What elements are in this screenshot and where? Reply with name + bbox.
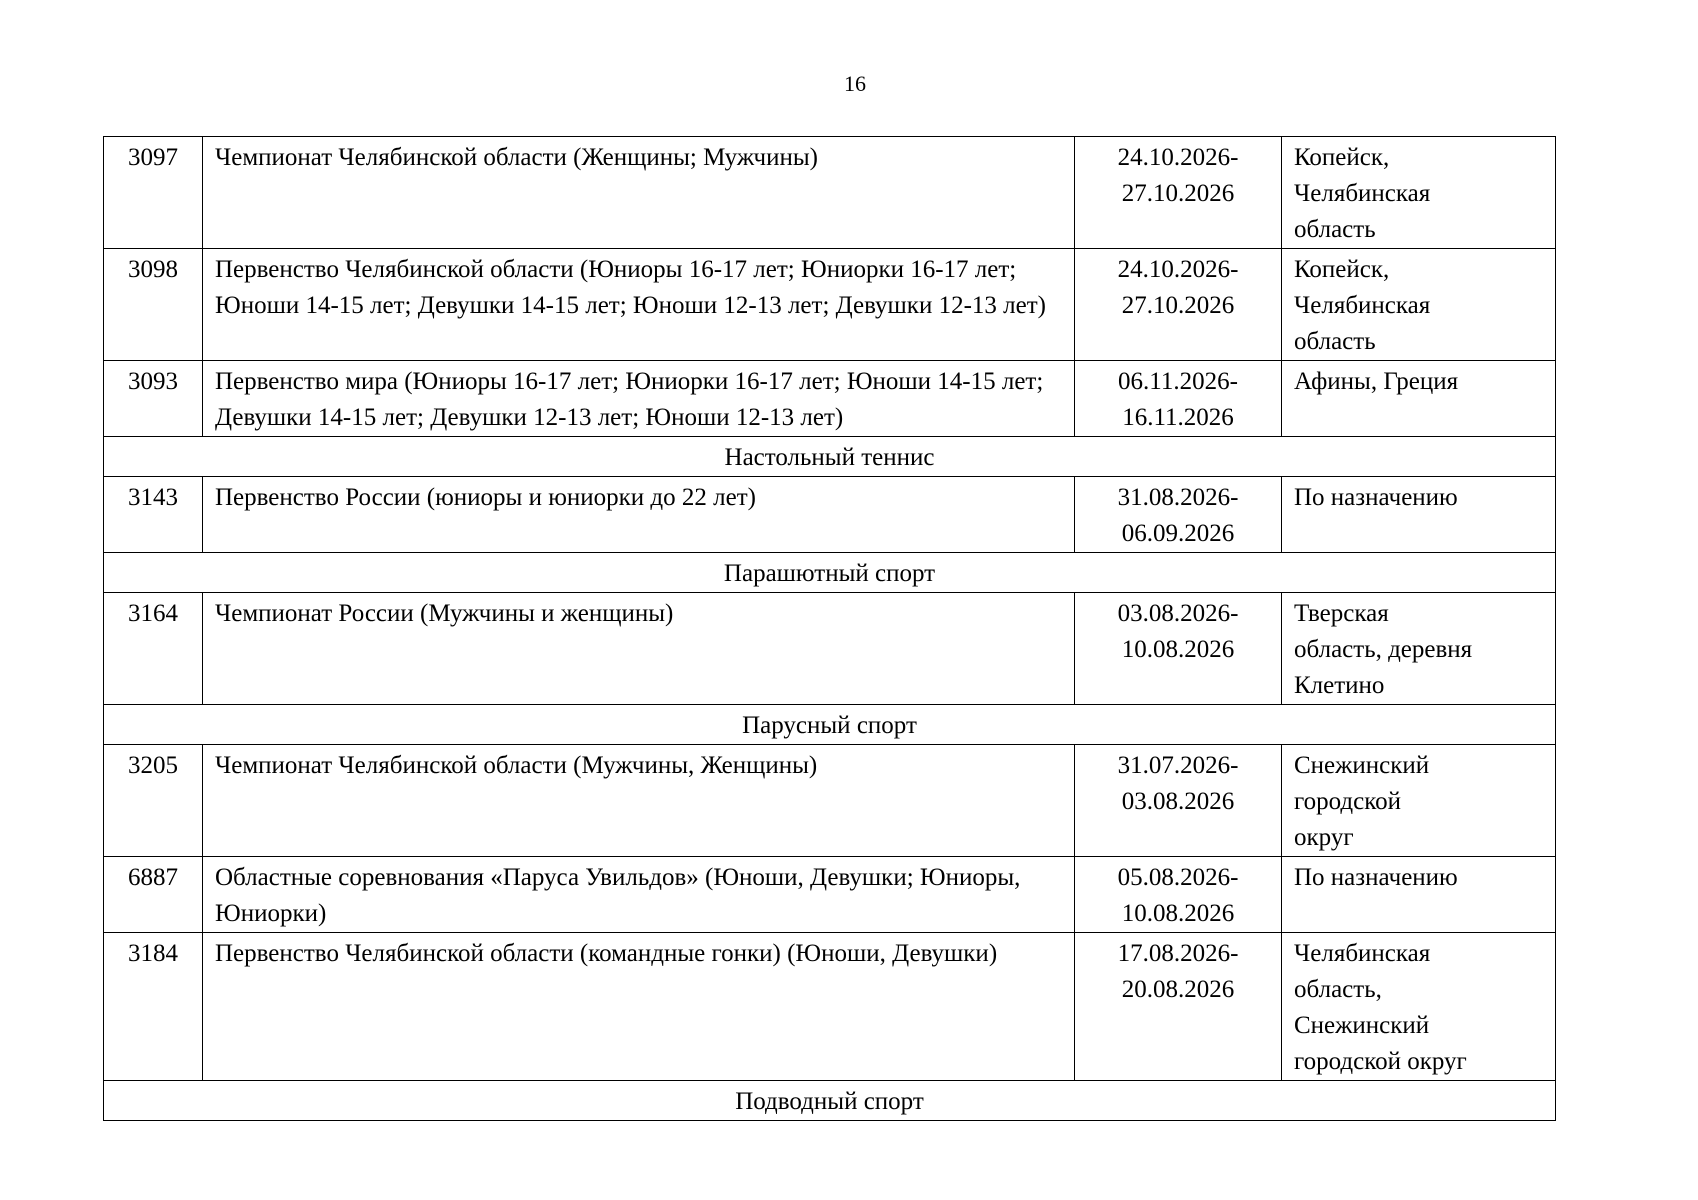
table-row [104,593,1556,705]
table-row [104,137,1556,249]
date-end: 10.08.2026 [1121,900,1235,927]
event-dates [1075,477,1282,553]
event-dates [1075,857,1282,933]
place-line: область [1294,216,1376,243]
date-end: 27.10.2026 [1121,292,1235,319]
event-place [1282,361,1556,437]
event-name: Первенство Челябинской области (командные гонки) (Юноши, Девушки) [203,933,1075,1081]
date-end: 27.10.2026 [1121,180,1235,207]
table-row [104,249,1556,361]
event-number: 3184 [104,933,203,1081]
event-dates [1075,593,1282,705]
section-row [104,437,1556,477]
section-heading: Парусный спорт [104,705,1556,745]
event-dates [1075,933,1282,1081]
event-name: Чемпионат России (Мужчины и женщины) [203,593,1075,705]
date-start: 31.07.2026- [1117,752,1239,779]
section-heading: Настольный теннис [104,437,1556,477]
place-line: Снежинский [1294,752,1430,779]
date-start: 31.08.2026- [1117,484,1239,511]
event-name: Чемпионат Челябинской области (Женщины; Мужчины) [203,137,1075,249]
event-place [1282,477,1556,553]
event-place [1282,933,1556,1081]
date-end: 06.09.2026 [1121,520,1235,547]
event-name: Первенство мира (Юниоры 16-17 лет; Юниорки 16-17 лет; Юноши 14-15 лет; Девушки 14-15 лет; Девушки 12-13 лет; Юноши 12-13 лет) [203,361,1075,437]
event-place [1282,593,1556,705]
page-number: 16 [844,71,866,96]
place-line: Копейск, [1294,256,1390,283]
event-number: 3164 [104,593,203,705]
event-name: Первенство России (юниоры и юниорки до 22 лет) [203,477,1075,553]
section-heading: Подводный спорт [104,1081,1556,1121]
event-dates [1075,249,1282,361]
place-line: По назначению [1294,484,1458,511]
place-line: Снежинский [1294,1012,1430,1039]
event-place [1282,857,1556,933]
place-line: округ [1294,824,1354,851]
place-line: городской [1294,788,1401,815]
event-place [1282,249,1556,361]
place-line: область, деревня [1294,636,1473,663]
event-dates [1075,745,1282,857]
date-end: 03.08.2026 [1121,788,1235,815]
event-number: 3097 [104,137,203,249]
section-row [104,553,1556,593]
table-row [104,857,1556,933]
event-dates [1075,361,1282,437]
place-line: Челябинская [1294,180,1431,207]
event-number: 3205 [104,745,203,857]
place-line: Клетино [1294,672,1385,699]
date-start: 03.08.2026- [1117,600,1239,627]
event-number: 3098 [104,249,203,361]
event-dates [1075,137,1282,249]
section-row [104,1081,1556,1121]
date-start: 05.08.2026- [1117,864,1239,891]
place-line: область, [1294,976,1382,1003]
table-row [104,361,1556,437]
event-name: Первенство Челябинской области (Юниоры 16-17 лет; Юниорки 16-17 лет; Юноши 14-15 лет; Девушки 14-15 лет; Юноши 12-13 лет; Девушки 12-13 лет) [203,249,1075,361]
place-line: Копейск, [1294,144,1390,171]
date-start: 24.10.2026- [1117,256,1239,283]
event-number: 3093 [104,361,203,437]
event-name: Чемпионат Челябинской области (Мужчины, Женщины) [203,745,1075,857]
event-name: Областные соревнования «Паруса Увильдов» (Юноши, Девушки; Юниоры, Юниорки) [203,857,1075,933]
date-start: 17.08.2026- [1117,940,1239,967]
date-end: 16.11.2026 [1122,404,1234,431]
event-place [1282,137,1556,249]
table-row [104,933,1556,1081]
place-line: Челябинская [1294,292,1431,319]
place-line: городской округ [1294,1048,1467,1075]
place-line: Тверская [1294,600,1389,627]
date-end: 10.08.2026 [1121,636,1235,663]
place-line: область [1294,328,1376,355]
event-number: 6887 [104,857,203,933]
place-line: По назначению [1294,864,1458,891]
date-end: 20.08.2026 [1121,976,1235,1003]
event-number: 3143 [104,477,203,553]
table-row [104,477,1556,553]
date-start: 06.11.2026- [1118,368,1238,395]
place-line: Челябинская [1294,940,1431,967]
events-table [103,136,1556,1121]
table-row [104,745,1556,857]
section-heading: Парашютный спорт [104,553,1556,593]
event-place [1282,745,1556,857]
place-line: Афины, Греция [1294,368,1459,395]
section-row [104,705,1556,745]
date-start: 24.10.2026- [1117,144,1239,171]
